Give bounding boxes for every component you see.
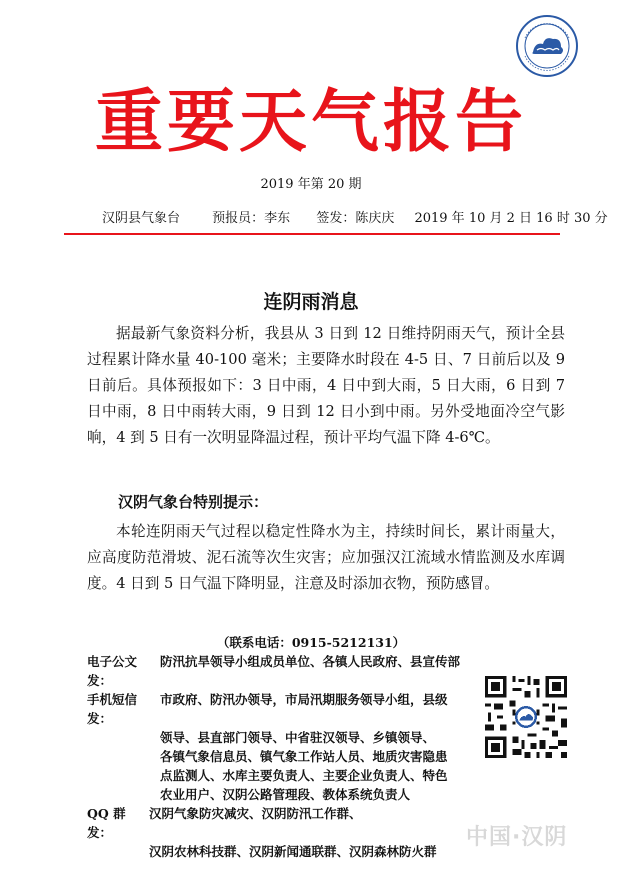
contact-phone: （联系电话：0915-5212131）: [216, 635, 406, 650]
sms-recipients-2: 领导、县直部门领导、中省驻汉领导、乡镇领导、: [160, 730, 436, 745]
qq-label: QQ 群发：: [87, 806, 126, 840]
email-row: [87, 652, 477, 690]
forecast-paragraph: 据最新气象资料分析，我县从 3 日到 12 日维持阴雨天气，预计全县过程累计降水量 40-100 毫米；主要降水时段在 4-5 日、7 日前后以及 9 日前后。具体预报如下：3 日中雨，4 日中到大雨，5 日大雨，6 日到 7 日中雨，8 日中雨转大雨，9 日到 12 日小到中雨。另外受地面冷空气影响，4 到 5 日有一次明显降温过程，预计平均气温下降 4-6℃。: [87, 325, 565, 446]
sms-recipients-5: 农业用户、汉阴公路管理段、教体系统负责人: [160, 787, 411, 802]
header-divider: [64, 233, 560, 235]
qq-groups-2: 汉阴农林科技群、汉阴新闻通联群、汉阴森林防火群: [149, 844, 437, 859]
tip-paragraph: 本轮连阴雨天气过程以稳定性降水为主，持续时间长，累计雨量大，应高度防范滑坡、泥石流等次生灾害；应加强汉江流域水情监测及水库调度。4 日到 5 日气温下降明显，注意及时添加衣物，预防感冒。: [87, 523, 565, 592]
email-recipients: 防汛抗旱领导小组成员单位、各镇人民政府、县宣传部: [160, 654, 461, 669]
station-name: 汉阴县气象台: [102, 211, 181, 226]
qq-groups-1: 汉阴气象防灾减灾、汉阴防汛工作群、: [149, 806, 362, 821]
report-title: 重要天气报告: [94, 82, 527, 162]
report-meta: [102, 207, 608, 226]
sms-recipients-1: 市政府、防汛办领导，市局汛期服务领导小组，县级: [160, 692, 448, 707]
article-heading: 连阴雨消息: [263, 291, 359, 313]
issuer: 签发：陈庆庆: [316, 211, 395, 226]
distribution-list: [87, 652, 477, 861]
sms-row: [87, 690, 477, 728]
email-label: 电子公文发：: [87, 654, 138, 688]
cma-logo-icon: [515, 14, 579, 78]
issue-number: 2019 年第 20 期: [260, 177, 362, 192]
forecaster: 预报员：李东: [212, 211, 291, 226]
issue-datetime: 2019 年 10 月 2 日 16 时 30 分: [414, 211, 608, 226]
qr-code-icon: [482, 673, 570, 761]
watermark: 中国·汉阴: [466, 825, 568, 850]
qq-row: [87, 804, 477, 842]
sms-recipients-3: 各镇气象信息员、镇气象工作站人员、地质灾害隐患: [160, 749, 448, 764]
tip-heading: 汉阴气象台特别提示：: [118, 493, 269, 511]
sms-label: 手机短信发：: [87, 692, 138, 726]
sms-recipients-4: 点监测人、水库主要负责人、主要企业负责人、特色: [160, 768, 448, 783]
